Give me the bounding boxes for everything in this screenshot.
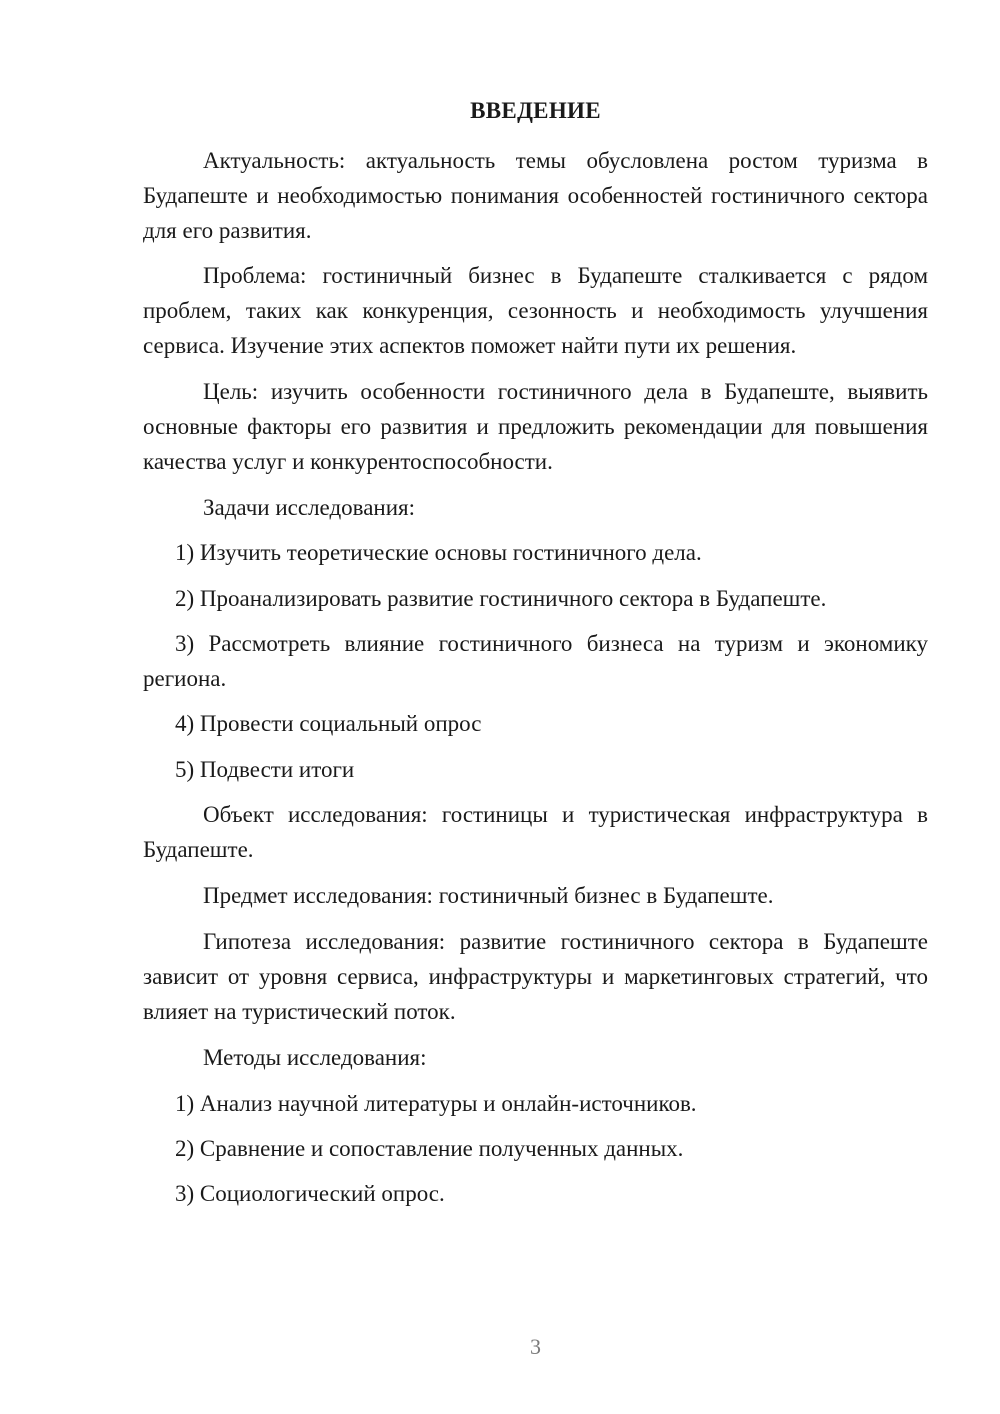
page-number: 3 bbox=[530, 1334, 541, 1359]
method-item: 3) Социологический опрос. bbox=[175, 1181, 445, 1206]
document-page bbox=[143, 0, 928, 1414]
methods-heading: Методы исследования: bbox=[203, 1045, 427, 1070]
task-item: 5) Подвести итоги bbox=[175, 757, 355, 782]
hypothesis-paragraph: Гипотеза исследования: развитие гостиничного сектора в Будапеште зависит от уровня сервиса, инфраструктуры и маркетинговых стратегий, что влияет на туристический поток. bbox=[143, 929, 928, 1024]
task-item: 1) Изучить теоретические основы гостиничного дела. bbox=[175, 540, 702, 565]
page-title: ВВЕДЕНИЕ bbox=[470, 98, 601, 123]
method-item: 1) Анализ научной литературы и онлайн-источников. bbox=[175, 1091, 697, 1116]
goal-paragraph: Цель: изучить особенности гостиничного дела в Будапеште, выявить основные факторы его развития и предложить рекомендации для повышения качества услуг и конкурентоспособности. bbox=[143, 379, 928, 474]
object-paragraph: Объект исследования: гостиницы и туристическая инфраструктура в Будапеште. bbox=[143, 802, 928, 862]
subject-paragraph: Предмет исследования: гостиничный бизнес в Будапеште. bbox=[203, 883, 774, 908]
task-item: 2) Проанализировать развитие гостиничного сектора в Будапеште. bbox=[175, 586, 827, 611]
task-item: 3) Рассмотреть влияние гостиничного бизнеса на туризм и экономику региона. bbox=[143, 631, 928, 691]
relevance-paragraph: Актуальность: актуальность темы обусловлена ростом туризма в Будапеште и необходимостью понимания особенностей гостиничного сектора для его развития. bbox=[143, 148, 928, 243]
method-item: 2) Сравнение и сопоставление полученных данных. bbox=[175, 1136, 684, 1161]
tasks-heading: Задачи исследования: bbox=[203, 495, 416, 520]
problem-paragraph: Проблема: гостиничный бизнес в Будапеште сталкивается с рядом проблем, таких как конкуренция, сезонность и необходимость улучшения сервиса. Изучение этих аспектов поможет найти пути их решения. bbox=[143, 263, 928, 358]
task-item: 4) Провести социальный опрос bbox=[175, 711, 482, 736]
